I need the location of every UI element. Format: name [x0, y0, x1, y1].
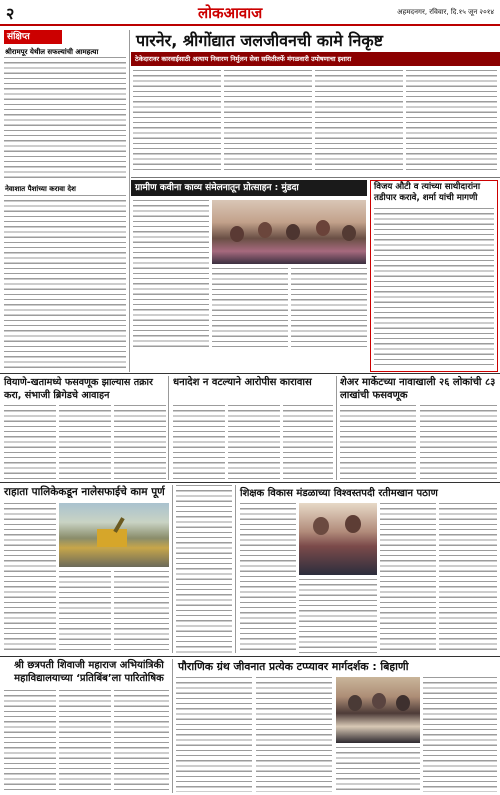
sidebar-body-1	[4, 57, 126, 181]
shikshak-body-col1	[240, 503, 296, 653]
shivaji-body-col3	[114, 690, 169, 792]
pauranik-body-col2	[256, 677, 332, 792]
pauranik-body-col3	[336, 747, 420, 792]
shikshak-body-col2	[299, 579, 377, 653]
page-number: २	[6, 4, 15, 23]
pauranik-photo	[336, 677, 420, 743]
sidebar-body-2	[4, 195, 126, 372]
dhanadesh-body-col1	[173, 405, 225, 479]
column-rule	[129, 30, 130, 372]
main-subhead-band: ठेकेदारावर कारवाईसाठी अत्याय निवारण निर्मुलन सेवा समितीतर्फे मंगळवारी उपोषणाचा इशारा	[131, 52, 500, 66]
pauranik-headline: पौराणिक ग्रंथ जीवनात प्रत्येक टप्प्यावर मार्गदर्शक : बिहाणी	[178, 660, 409, 673]
vijay-body	[374, 208, 494, 368]
shivaji-body-col2	[59, 690, 111, 792]
rahata-headline: राहाता पालिकेकडून नालेसफाईचे काम पूर्ण	[4, 486, 165, 498]
share-headline: शेअर मार्केटच्या नावाखाली २६ लोकांची ८३ लाखांची फसवणूक	[340, 377, 496, 401]
rahata-body-col1	[4, 503, 56, 653]
column-rule	[172, 485, 173, 653]
divider	[131, 177, 500, 178]
viyane-body-col1	[4, 405, 56, 479]
shivaji-headline: श्री छत्रपती शिवाजी महाराज अभियांत्रिकी महाविद्यालयाच्या ‘प्रतिबिंब’ला पारितोषिक	[14, 660, 164, 684]
viyane-headline: वियाणे-खतामध्ये फसवणूक झाल्यास तक्रार करा, संभाजी ब्रिगेडचे आवाहन	[4, 377, 153, 401]
main-body-col4	[406, 70, 497, 174]
vijay-headline: विजय औटी व त्यांच्या साथीदारांना तडीपार करावे, शर्मा यांची मागणी	[374, 182, 481, 203]
section-label: संक्षिप्त	[4, 30, 62, 44]
viyane-body-col3	[114, 405, 166, 479]
rahata-body-col3	[114, 571, 169, 653]
column-rule	[235, 485, 236, 653]
dhanadesh-body-col2	[228, 405, 280, 479]
column-rule	[168, 376, 169, 480]
column-rule	[172, 659, 173, 793]
kavi-body-col1	[133, 200, 209, 350]
rahata-body-col2	[59, 571, 111, 653]
rahata-body-col4	[176, 485, 232, 653]
pauranik-body-col1	[176, 677, 252, 792]
kavi-headline-band: ग्रामीण कवीना काव्य संमेलनातून प्रोत्साहन : मुंडदा	[131, 180, 367, 196]
column-rule	[336, 376, 337, 480]
main-body-col3	[315, 70, 403, 174]
kavi-photo	[212, 200, 366, 264]
kavi-body-col3	[291, 268, 367, 350]
divider	[0, 656, 500, 657]
shikshak-body-col3	[380, 503, 436, 653]
rahata-photo	[59, 503, 169, 567]
shikshak-body-col4	[439, 503, 497, 653]
main-body-col2	[224, 70, 312, 174]
viyane-body-col2	[59, 405, 111, 479]
share-body-col2	[420, 405, 497, 479]
dhanadesh-headline: धनादेश न वटल्याने आरोपीस कारावास	[173, 377, 312, 388]
dhanadesh-body-col3	[283, 405, 333, 479]
shikshak-headline: शिक्षक विकास मंडळाच्या विश्वस्तपदी रतीमखान पठाण	[240, 488, 438, 499]
shivaji-body-col1	[4, 690, 56, 792]
pauranik-body-col4	[423, 677, 497, 792]
divider	[0, 482, 500, 483]
divider	[0, 373, 500, 374]
main-headline: पारनेर, श्रीगोंद्यात जलजीवनची कामे निकृष्ट	[136, 31, 383, 50]
main-body-col1	[133, 70, 221, 174]
masthead	[0, 0, 500, 26]
kavi-body-col2	[212, 268, 288, 350]
dateline: अहमदनगर, रविवार, दि.१५ जून २०१४	[397, 8, 494, 16]
shikshak-photo	[299, 503, 377, 575]
sidebar-headline-2: नेवाशात पैशांच्या करावा देश	[5, 185, 76, 193]
sidebar-headline-1: श्रीरामपूर येथील सफल्यांची आमहत्या	[5, 48, 99, 56]
paper-name: लोकआवाज	[198, 4, 263, 22]
share-body-col1	[340, 405, 416, 479]
